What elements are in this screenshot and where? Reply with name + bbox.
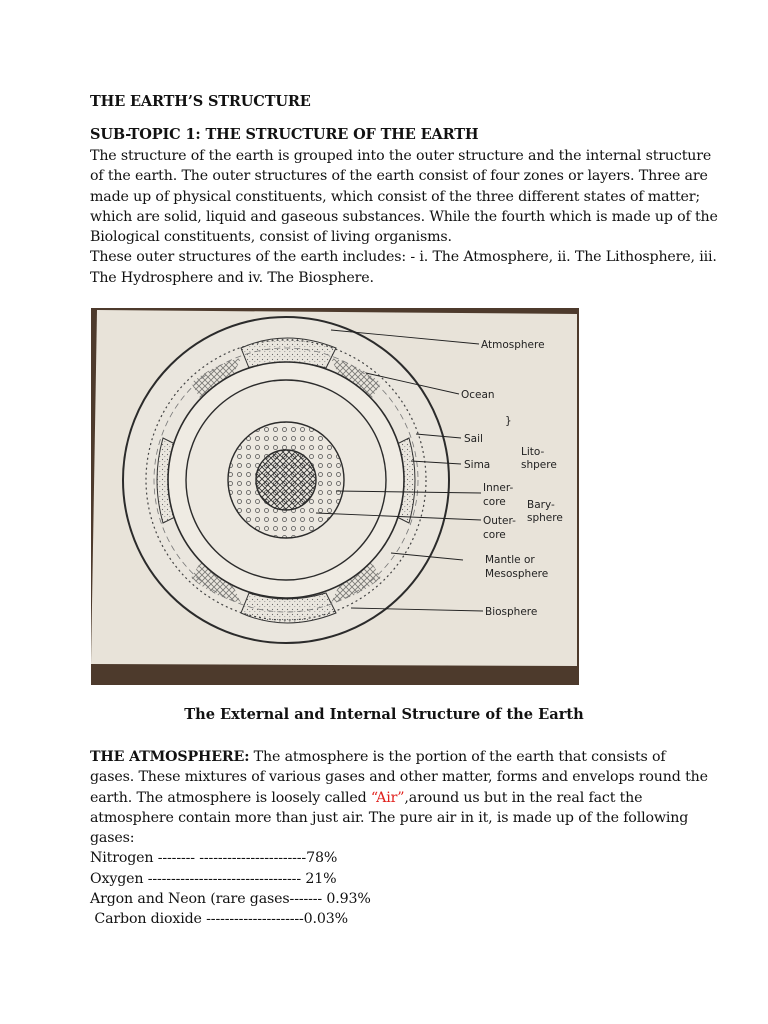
atmosphere-heading: THE ATMOSPHERE: xyxy=(90,749,250,765)
atmosphere-line xyxy=(90,747,690,767)
intro-paragraph xyxy=(90,146,718,288)
atmosphere-text: earth. The atmosphere is loosely called xyxy=(90,789,371,806)
atmosphere-text: ,around us but in the real fact the xyxy=(404,789,643,806)
gas-row-carbon-dioxide: Carbon dioxide ---------------------0.03% xyxy=(90,911,349,928)
air-highlight: “Air” xyxy=(370,789,405,806)
label-outer-2: core xyxy=(483,529,506,541)
label-outer-1: Outer- xyxy=(483,515,516,527)
label-inner-1: Inner- xyxy=(483,482,514,494)
document-title: THE EARTH’S STRUCTURE xyxy=(90,93,311,110)
atmosphere-line xyxy=(90,788,690,808)
litho-brace: } xyxy=(505,415,512,427)
gas-row-nitrogen: Nitrogen -------- -----------------------78% xyxy=(90,850,338,867)
label-sail: Sail xyxy=(464,433,483,445)
label-bary-1: Bary- xyxy=(527,499,555,511)
intro-line: The Hydrosphere and iv. The Biosphere. xyxy=(90,269,374,286)
atmosphere-line: atmosphere contain more than just air. The pure air in it, is made up of the following xyxy=(90,809,689,826)
label-atmosphere: Atmosphere xyxy=(481,339,545,351)
label-sima: Sima xyxy=(464,459,491,471)
label-inner-2: core xyxy=(483,496,506,508)
intro-line: Biological constituents, consist of living organisms. xyxy=(90,229,452,246)
label-bary-2: sphere xyxy=(527,512,563,524)
atmosphere-line: gases: xyxy=(90,830,135,847)
label-litho-2: shpere xyxy=(521,459,557,471)
earth-structure-diagram xyxy=(91,308,579,685)
figure-caption: The External and Internal Structure of the Earth xyxy=(184,706,584,723)
gas-row-oxygen: Oxygen --------------------------------- 21% xyxy=(90,870,337,887)
atmosphere-line: gases. These mixtures of various gases and other matter, forms and envelops round the xyxy=(90,769,708,786)
label-litho-1: Lito- xyxy=(521,446,545,458)
subtopic-heading: SUB-TOPIC 1: THE STRUCTURE OF THE EARTH xyxy=(90,126,479,143)
label-mantle-1: Mantle or xyxy=(485,554,535,566)
inner-core xyxy=(256,450,316,510)
intro-line: The structure of the earth is grouped into the outer structure and the internal structure xyxy=(90,148,712,164)
intro-line: which are solid, liquid and gaseous substances. While the fourth which is made up of the xyxy=(90,208,718,225)
atmosphere-text: The atmosphere is the portion of the earth that consists of xyxy=(249,749,666,765)
earth-structure-figure xyxy=(91,308,579,685)
label-mantle-2: Mesosphere xyxy=(485,568,549,580)
atmosphere-section xyxy=(90,747,708,930)
gas-row-argon-neon: Argon and Neon (rare gases------- 0.93% xyxy=(90,891,371,908)
intro-line: These outer structures of the earth includes: - i. The Atmosphere, ii. The Lithosphere, iii. xyxy=(90,249,717,266)
intro-line: made up of physical constituents, which consist of the three different states of matter; xyxy=(90,188,701,205)
label-ocean: Ocean xyxy=(461,389,495,401)
label-biosphere: Biosphere xyxy=(485,606,538,618)
intro-line: of the earth. The outer structures of the earth consist of four zones or layers. Three are xyxy=(90,168,708,185)
